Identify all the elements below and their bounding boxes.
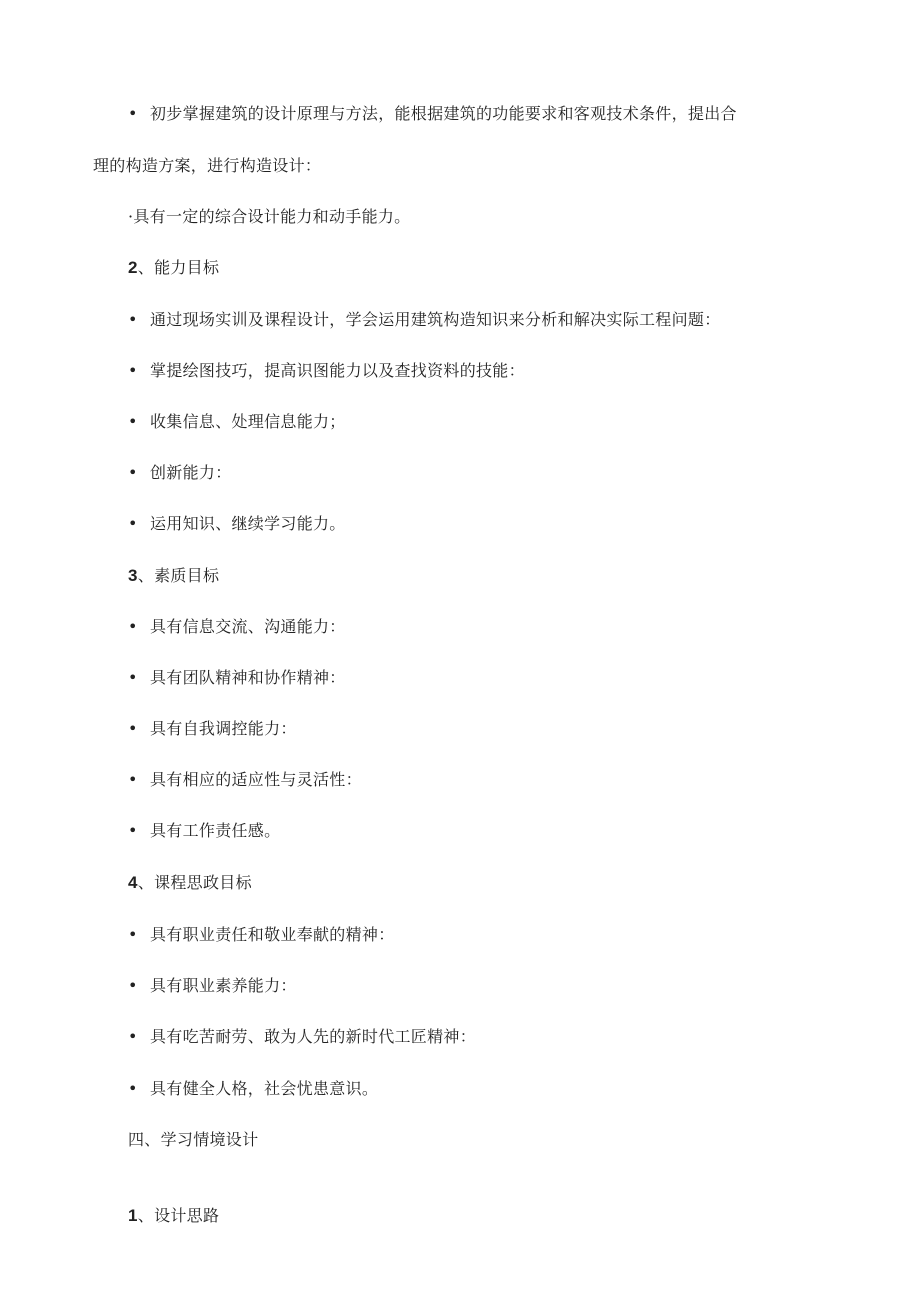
ideology-item: [128, 925, 395, 945]
ideology-item-text: 具有职业素养能力：: [150, 976, 297, 995]
bullet-icon: •: [128, 463, 138, 482]
bullet-icon: •: [128, 514, 138, 533]
quality-item-text: 具有工作责任感。: [150, 821, 281, 840]
ability-heading: [128, 258, 219, 278]
ideology-item-text: 具有健全人格，社会忧患意识。: [150, 1079, 379, 1098]
ability-item-text: 通过现场实训及课程设计，学会运用建筑构造知识来分析和解决实际工程问题：: [150, 310, 721, 329]
quality-item: [128, 821, 280, 841]
bullet-icon: •: [128, 821, 138, 840]
ability-item: [128, 412, 346, 432]
bullet-icon: •: [128, 361, 138, 380]
ability-item-text: 运用知识、继续学习能力。: [150, 514, 346, 533]
design-idea-heading: [128, 1206, 219, 1226]
ability-item: [128, 514, 346, 534]
bullet-icon: •: [128, 925, 138, 944]
quality-item: [128, 668, 346, 688]
ability-item: [128, 310, 721, 330]
quality-item-text: 具有信息交流、沟通能力：: [150, 617, 346, 636]
ideology-item: [128, 1027, 476, 1047]
quality-item: [128, 617, 346, 637]
quality-item-text: 具有相应的适应性与灵活性：: [150, 770, 362, 789]
ideology-item-text: 具有职业责任和敬业奉献的精神：: [150, 925, 395, 944]
knowledge-item-1-line-1: [128, 104, 737, 124]
bullet-icon: •: [128, 976, 138, 995]
ideology-item-text: 具有吃苦耐劳、敢为人先的新时代工匠精神：: [150, 1027, 477, 1046]
quality-heading-title: 、素质目标: [137, 566, 220, 585]
ideology-heading-number: 4: [128, 873, 138, 892]
quality-heading-number: 3: [128, 566, 138, 585]
ideology-heading: [128, 873, 252, 893]
ability-item: [128, 361, 525, 381]
bullet-icon: •: [128, 770, 138, 789]
ideology-item: [128, 976, 297, 996]
ideology-item: [128, 1079, 378, 1099]
ability-item: [128, 463, 232, 483]
ability-item-text: 收集信息、处理信息能力；: [150, 412, 346, 431]
quality-heading: [128, 566, 219, 586]
quality-item: [128, 770, 362, 790]
bullet-icon: •: [128, 668, 138, 687]
bullet-icon: •: [128, 719, 138, 738]
bullet-icon: •: [128, 617, 138, 636]
bullet-icon: •: [128, 412, 138, 431]
quality-item-text: 具有自我调控能力：: [150, 719, 297, 738]
ability-heading-title: 、能力目标: [137, 258, 220, 277]
ideology-heading-title: 、课程思政目标: [137, 873, 252, 892]
ability-heading-number: 2: [128, 258, 138, 277]
bullet-icon: •: [128, 104, 138, 123]
ability-item-text: 掌提绘图技巧，提高识图能力以及查找资料的技能：: [150, 361, 525, 380]
knowledge-item-1-text: 初步掌握建筑的设计原理与方法，能根据建筑的功能要求和客观技术条件，提出合: [150, 104, 737, 123]
knowledge-item-2: ·具有一定的综合设计能力和动手能力。: [128, 207, 411, 226]
quality-item-text: 具有团队精神和协作精神：: [150, 668, 346, 687]
section-four-heading: 四、学习情境设计: [128, 1130, 259, 1149]
quality-item: [128, 719, 297, 739]
bullet-icon: •: [128, 310, 138, 329]
design-idea-heading-number: 1: [128, 1206, 138, 1225]
ability-item-text: 创新能力：: [150, 463, 232, 482]
bullet-icon: •: [128, 1079, 138, 1098]
design-idea-heading-title: 、设计思路: [137, 1206, 220, 1225]
bullet-icon: •: [128, 1027, 138, 1046]
knowledge-item-1-line-2: 理的构造方案，进行构造设计：: [93, 156, 322, 175]
